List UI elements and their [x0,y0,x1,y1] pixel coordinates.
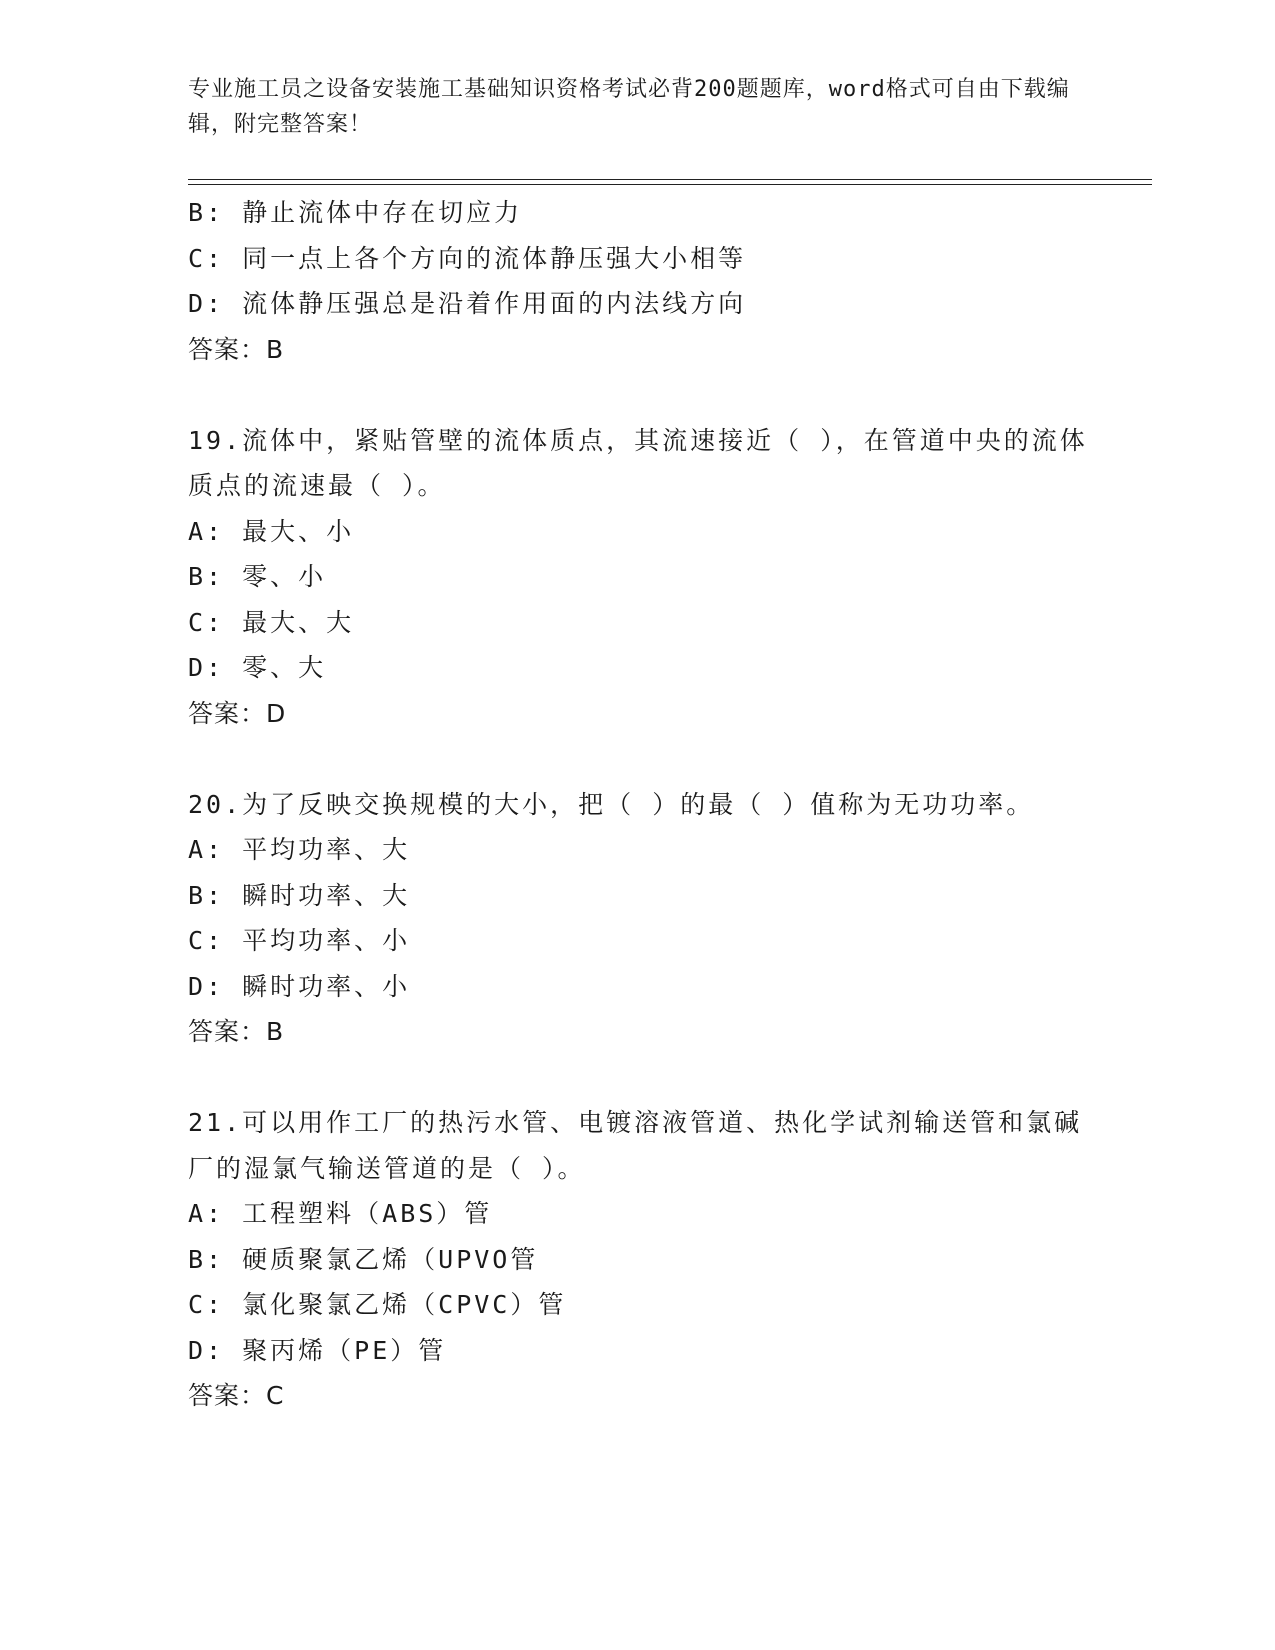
option-d: D: 瞬时功率、小 [188,971,411,1001]
answer-line: 答案：C [188,1381,285,1410]
option-c: C: 氯化聚氯乙烯（CPVC）管 [188,1290,567,1319]
spacer [188,372,1088,418]
option-c: C: 最大、大 [188,607,355,637]
option-d: D: 零、大 [188,653,327,682]
answer-line: 答案：B [188,334,285,364]
question-block-18 [188,190,1088,372]
header-divider-top [188,179,1152,180]
question-block-19 [188,418,1088,737]
option-d: D: 聚丙烯（PE）管 [188,1335,447,1365]
option-b: B: 硬质聚氯乙烯（UPVO管 [188,1244,539,1274]
question-block-21 [188,1100,1088,1419]
option-a: A: 平均功率、大 [188,835,411,864]
question-stem: 20.为了反映交换规模的大小，把（ ）的最（ ）值称为无功功率。 [188,789,1035,819]
option-d: D: 流体静压强总是沿着作用面的内法线方向 [188,289,747,318]
document-header: 专业施工员之设备安装施工基础知识资格考试必背200题题库，word格式可自由下载编辑，附完整答案！ [188,77,1070,137]
option-a: A: 最大、小 [188,516,355,546]
question-list [188,190,1088,1419]
spacer [188,1055,1088,1101]
question-block-20 [188,782,1088,1055]
option-a: A: 工程塑料（ABS）管 [188,1199,493,1228]
option-c: C: 平均功率、小 [188,926,411,955]
option-b: B: 瞬时功率、大 [188,880,411,910]
answer-line: 答案：B [188,1017,285,1046]
spacer [188,736,1088,782]
question-stem: 19.流体中，紧贴管壁的流体质点，其流速接近（ ），在管道中央的流体质点的流速最（ ）。 [188,425,1088,500]
header-divider-bottom [188,184,1152,185]
answer-line: 答案：D [188,698,287,728]
option-b: B: 零、小 [188,562,327,591]
option-c: C: 同一点上各个方向的流体静压强大小相等 [188,243,747,273]
option-b: B: 静止流体中存在切应力 [188,198,523,227]
question-stem: 21.可以用作工厂的热污水管、电镀溶液管道、热化学试剂输送管和氯碱厂的湿氯气输送管道的是（ ）。 [188,1108,1083,1183]
